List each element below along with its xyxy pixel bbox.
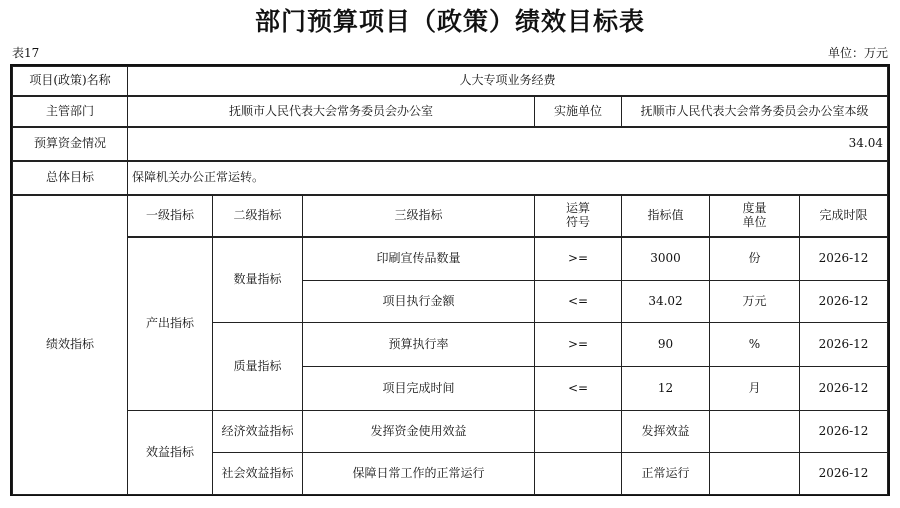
level3-cell: 发挥资金使用效益: [302, 410, 535, 453]
unit-cell: [709, 452, 800, 495]
value-cell: 12: [621, 366, 710, 411]
value-cell: 发挥效益: [621, 410, 710, 453]
header-value: 指标值: [621, 195, 710, 237]
operator-cell: [534, 410, 622, 453]
overall-goal-label: 总体目标: [12, 161, 128, 195]
header-level2: 二级指标: [212, 195, 303, 237]
due-cell: 2026-12: [799, 322, 888, 367]
due-cell: 2026-12: [799, 366, 888, 411]
operator-cell: <=: [534, 366, 622, 411]
unit-cell: [709, 410, 800, 453]
due-cell: 2026-12: [799, 452, 888, 495]
unit-cell: 万元: [709, 280, 800, 323]
budget-label: 预算资金情况: [12, 127, 128, 161]
header-unit: 度量 单位: [709, 195, 800, 237]
level3-cell: 预算执行率: [302, 322, 535, 367]
table-number: 表17: [12, 46, 40, 60]
unit-cell: %: [709, 322, 800, 367]
due-cell: 2026-12: [799, 410, 888, 453]
perf-label: 绩效指标: [12, 195, 128, 495]
project-name-value: 人大专项业务经费: [127, 66, 888, 96]
level3-cell: 项目完成时间: [302, 366, 535, 411]
value-cell: 3000: [621, 237, 710, 281]
dept-label: 主管部门: [12, 96, 128, 127]
budget-value: 34.04: [127, 127, 888, 161]
group-economic: 经济效益指标: [212, 410, 303, 453]
group-quantity: 数量指标: [212, 237, 303, 323]
value-cell: 90: [621, 322, 710, 367]
level3-cell: 项目执行金额: [302, 280, 535, 323]
header-op: 运算 符号: [534, 195, 622, 237]
overall-goal-value: 保障机关办公正常运转。: [127, 161, 888, 195]
level3-cell: 保障日常工作的正常运行: [302, 452, 535, 495]
operator-cell: >=: [534, 237, 622, 281]
impl-unit-value: 抚顺市人民代表大会常务委员会办公室本级: [621, 96, 888, 127]
impl-unit-label: 实施单位: [534, 96, 622, 127]
unit-cell: 月: [709, 366, 800, 411]
dept-value: 抚顺市人民代表大会常务委员会办公室: [127, 96, 535, 127]
unit-label: 单位：万元: [827, 46, 888, 60]
group-output: 产出指标: [127, 237, 213, 411]
page-title: 部门预算项目（政策）绩效目标表: [254, 7, 645, 36]
group-benefit: 效益指标: [127, 410, 213, 495]
project-name-label: 项目(政策)名称: [12, 66, 128, 96]
level3-cell: 印刷宣传品数量: [302, 237, 535, 281]
header-due: 完成时限: [799, 195, 888, 237]
unit-cell: 份: [709, 237, 800, 281]
operator-cell: <=: [534, 280, 622, 323]
operator-cell: [534, 452, 622, 495]
group-quality: 质量指标: [212, 322, 303, 411]
header-level3: 三级指标: [302, 195, 535, 237]
due-cell: 2026-12: [799, 237, 888, 281]
operator-cell: >=: [534, 322, 622, 367]
header-level1: 一级指标: [127, 195, 213, 237]
due-cell: 2026-12: [799, 280, 888, 323]
group-social: 社会效益指标: [212, 452, 303, 495]
value-cell: 正常运行: [621, 452, 710, 495]
value-cell: 34.02: [621, 280, 710, 323]
